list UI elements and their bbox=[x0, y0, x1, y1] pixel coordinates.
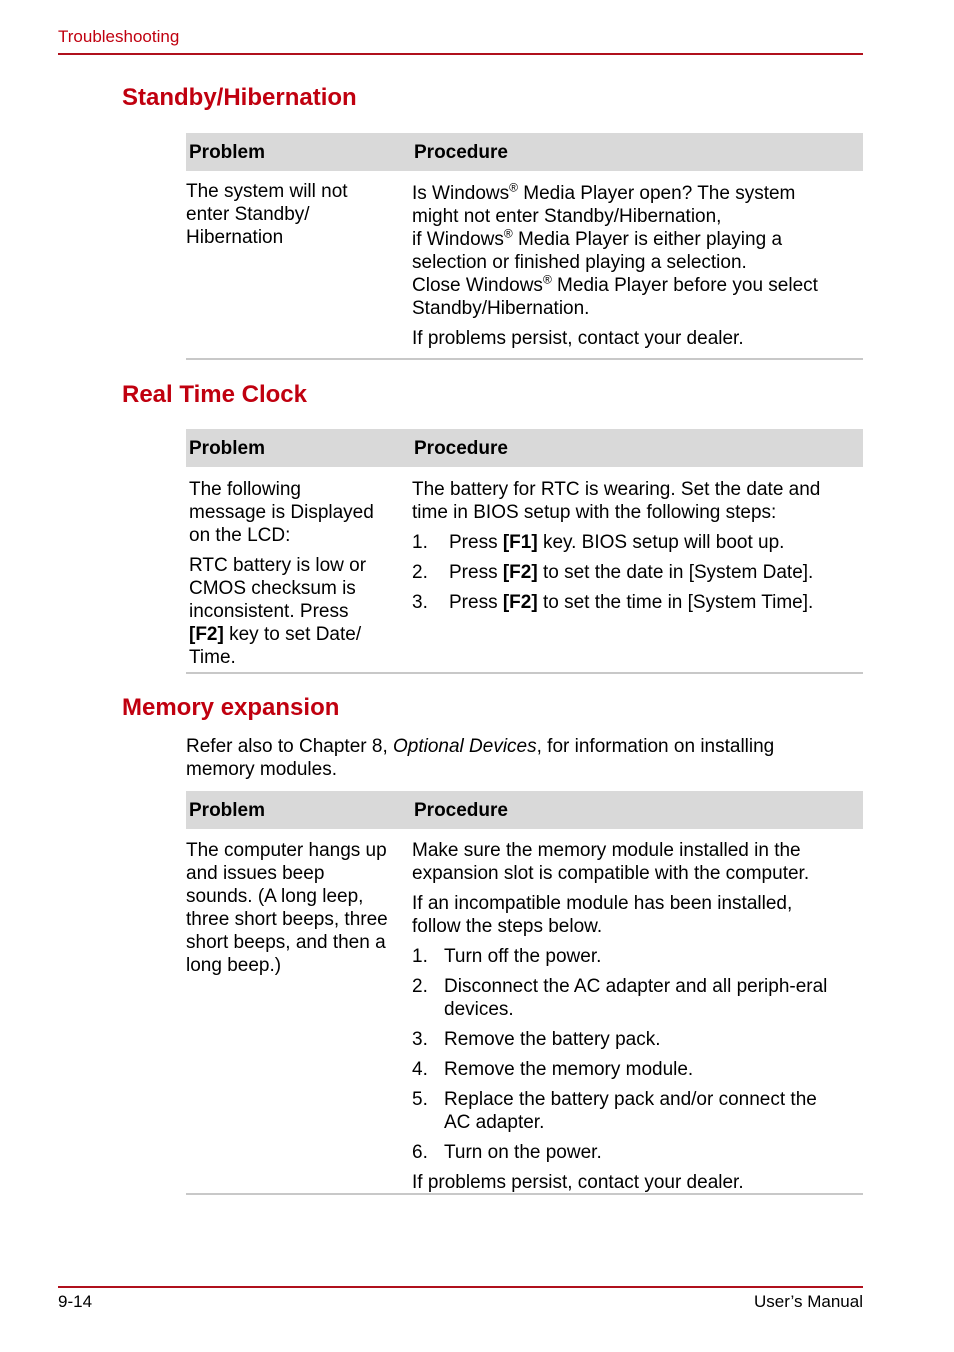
memory-intro: Refer also to Chapter 8, Optional Devices, for information on installing memory modules. bbox=[186, 736, 775, 780]
column-header-problem: Problem bbox=[189, 800, 266, 821]
procedure-line: time in BIOS setup with the following steps: bbox=[412, 502, 777, 523]
table-header-standby bbox=[186, 133, 863, 171]
procedure-step: 5. Replace the battery pack and/or connect the AC adapter. bbox=[412, 1089, 817, 1133]
procedure-step: 3. Press [F2] to set the time in [System Time]. bbox=[412, 592, 814, 613]
problem-line: sounds. (A long leep, bbox=[186, 886, 364, 907]
procedure-line: if Windows® Media Player is either playing a bbox=[412, 226, 783, 250]
problem-line: The system will not bbox=[186, 181, 348, 202]
procedure-cell-rtc bbox=[412, 478, 862, 614]
table-bottom-rule bbox=[186, 1193, 863, 1195]
footer-rule bbox=[58, 1286, 863, 1288]
procedure-line: might not enter Standby/Hibernation, bbox=[412, 206, 722, 227]
page-number: 9-14 bbox=[58, 1292, 93, 1311]
procedure-line: follow the steps below. bbox=[412, 916, 603, 937]
procedure-step: 6. Turn on the power. bbox=[412, 1142, 602, 1163]
column-header-problem: Problem bbox=[189, 438, 266, 459]
problem-cell-rtc bbox=[189, 478, 404, 669]
problem-line: inconsistent. Press bbox=[189, 601, 349, 622]
problem-line: message is Displayed bbox=[189, 502, 374, 523]
procedure-cell-memory bbox=[412, 839, 862, 1194]
problem-line: long beep.) bbox=[186, 955, 282, 976]
procedure-line: Close Windows® Media Player before you select bbox=[412, 272, 818, 296]
section-title-rtc: Real Time Clock bbox=[122, 381, 307, 408]
procedure-line: Make sure the memory module installed in the bbox=[412, 840, 801, 861]
problem-line: The computer hangs up bbox=[186, 840, 387, 861]
header-rule bbox=[58, 53, 863, 55]
section-title-standby: Standby/Hibernation bbox=[122, 84, 357, 111]
procedure-line: If an incompatible module has been installed, bbox=[412, 893, 793, 914]
section-title-memory: Memory expansion bbox=[122, 694, 340, 721]
procedure-line: The battery for RTC is wearing. Set the date and bbox=[412, 479, 821, 500]
column-header-procedure: Procedure bbox=[414, 800, 508, 821]
problem-line: three short beeps, three bbox=[186, 909, 388, 930]
procedure-step: 1. Press [F1] key. BIOS setup will boot up. bbox=[412, 532, 785, 553]
table-bottom-rule bbox=[186, 358, 863, 360]
problem-line: enter Standby/ bbox=[186, 204, 310, 225]
procedure-line: Standby/Hibernation. bbox=[412, 298, 590, 319]
procedure-line: expansion slot is compatible with the computer. bbox=[412, 863, 810, 884]
column-header-procedure: Procedure bbox=[414, 438, 508, 459]
procedure-step: 2. Press [F2] to set the date in [System Date]. bbox=[412, 562, 814, 583]
problem-line: [F2] key to set Date/ bbox=[189, 624, 362, 645]
column-header-problem: Problem bbox=[189, 142, 266, 163]
problem-line: and issues beep bbox=[186, 863, 325, 884]
problem-line: The following bbox=[189, 479, 301, 500]
problem-line: RTC battery is low or bbox=[189, 555, 367, 576]
procedure-step: 1. Turn off the power. bbox=[412, 946, 602, 967]
manual-title: User’s Manual bbox=[754, 1292, 863, 1311]
column-header-procedure: Procedure bbox=[414, 142, 508, 163]
procedure-step: 2. Disconnect the AC adapter and all periph-eral devices. bbox=[412, 976, 828, 1020]
problem-cell-memory bbox=[186, 839, 404, 977]
procedure-line: selection or finished playing a selection. bbox=[412, 252, 747, 273]
procedure-line: If problems persist, contact your dealer. bbox=[412, 1172, 744, 1193]
procedure-line: Is Windows® Media Player open? The system bbox=[412, 180, 796, 204]
problem-line: Hibernation bbox=[186, 227, 284, 248]
problem-line: Time. bbox=[189, 647, 236, 668]
table-header-memory bbox=[186, 791, 863, 829]
procedure-cell-standby bbox=[412, 182, 862, 350]
problem-line: on the LCD: bbox=[189, 525, 291, 546]
procedure-line: If problems persist, contact your dealer. bbox=[412, 328, 744, 349]
procedure-step: 3. Remove the battery pack. bbox=[412, 1029, 661, 1050]
problem-line: CMOS checksum is bbox=[189, 578, 356, 599]
procedure-step: 4. Remove the memory module. bbox=[412, 1059, 694, 1080]
table-header-rtc bbox=[186, 429, 863, 467]
problem-line: short beeps, and then a bbox=[186, 932, 386, 953]
problem-cell-standby bbox=[186, 180, 404, 249]
running-header: Troubleshooting bbox=[58, 27, 180, 46]
table-bottom-rule bbox=[186, 672, 863, 674]
